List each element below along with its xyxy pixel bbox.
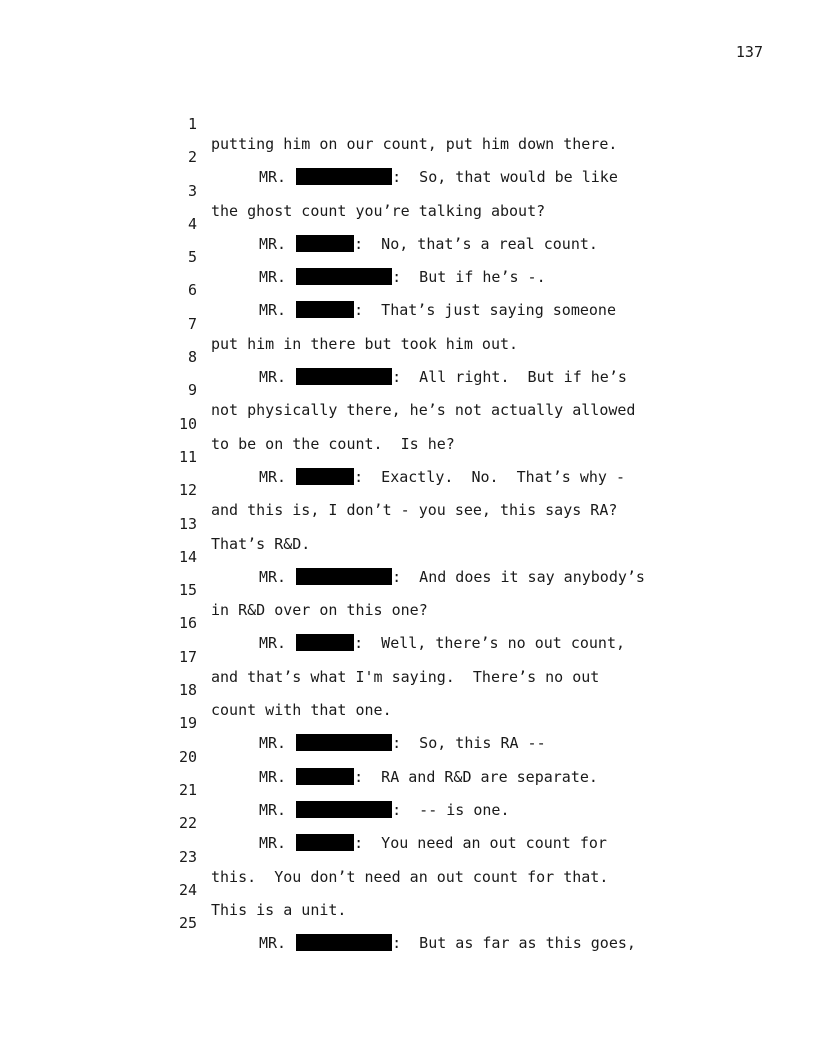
line-number: 21 xyxy=(178,780,197,799)
transcript-line xyxy=(0,360,816,420)
line-number: 3 xyxy=(187,181,197,200)
line-number: 20 xyxy=(178,747,197,766)
speaker-title: MR. xyxy=(259,301,287,320)
line-text: : -- is one. xyxy=(392,800,510,819)
speaker-title: MR. xyxy=(259,567,287,586)
speaker-title: MR. xyxy=(259,634,287,653)
speaker-title: MR. xyxy=(259,934,287,953)
transcript-line xyxy=(0,427,816,486)
transcript-line xyxy=(0,760,816,819)
line-text: : All right. But if he’s xyxy=(392,368,627,387)
line-text: and that’s what I'm saying. There’s no out xyxy=(211,667,600,686)
line-text: in R&D over on this one? xyxy=(211,601,428,620)
line-text: count with that one. xyxy=(211,701,392,720)
speaker-title: MR. xyxy=(259,168,287,187)
transcript-line xyxy=(0,327,816,387)
line-text: this. You don’t need an out count for that. xyxy=(211,867,609,886)
transcript-line xyxy=(0,727,816,786)
speaker-title: MR. xyxy=(259,268,287,287)
transcript-line xyxy=(0,161,816,220)
line-number: 8 xyxy=(187,348,197,367)
transcript-line xyxy=(0,793,816,853)
speaker-title: MR. xyxy=(259,467,287,486)
line-text: : That’s just saying someone xyxy=(354,301,616,320)
line-number: 9 xyxy=(187,381,197,400)
line-text: putting him on our count, put him down there. xyxy=(211,135,618,153)
line-number: 23 xyxy=(178,847,197,866)
line-text: : RA and R&D are separate. xyxy=(354,767,598,786)
line-number: 2 xyxy=(187,148,197,167)
transcript-line xyxy=(0,560,816,620)
line-text: : So, this RA -- xyxy=(392,734,546,753)
transcript-line xyxy=(0,693,816,753)
line-number: 12 xyxy=(178,481,197,500)
transcript-line xyxy=(0,593,816,653)
speaker-title: MR. xyxy=(259,767,287,786)
speaker-title: MR. xyxy=(259,234,287,253)
transcript-line xyxy=(0,660,816,720)
page-number: 137 xyxy=(735,43,763,61)
line-text: the ghost count you’re talking about? xyxy=(211,201,546,220)
line-text: not physically there, he’s not actually allowed xyxy=(211,401,636,420)
speaker-line xyxy=(259,933,636,953)
line-number: 22 xyxy=(178,814,197,833)
transcript-line xyxy=(0,294,816,353)
line-text: : But as far as this goes, xyxy=(392,934,636,953)
transcript-line xyxy=(0,227,816,287)
line-number: 4 xyxy=(187,214,197,233)
line-number: 15 xyxy=(178,581,197,600)
speaker-title: MR. xyxy=(259,368,287,387)
line-number: 11 xyxy=(178,447,197,466)
line-text: : And does it say anybody’s xyxy=(392,567,645,586)
line-number: 6 xyxy=(187,281,197,300)
transcript-line xyxy=(0,627,816,686)
transcript-line xyxy=(0,460,816,520)
line-text: put him in there but took him out. xyxy=(211,334,519,353)
line-text: and this is, I don’t - you see, this says RA? xyxy=(211,501,618,520)
line-number: 17 xyxy=(178,647,197,666)
transcript-line xyxy=(0,893,816,953)
transcript-line xyxy=(0,127,816,187)
line-text: : You need an out count for xyxy=(354,834,607,853)
transcript-body xyxy=(0,94,816,953)
line-text: That’s R&D. xyxy=(211,534,311,553)
transcript-line xyxy=(0,94,816,153)
line-number: 24 xyxy=(178,880,197,899)
redaction-bar xyxy=(296,934,392,951)
line-text: : So, that would be like xyxy=(392,168,618,187)
speaker-title: MR. xyxy=(259,734,287,753)
line-text: This is a unit. xyxy=(211,900,347,919)
transcript-line xyxy=(0,527,816,586)
transcript-line xyxy=(0,494,816,553)
line-text: : Well, there’s no out count, xyxy=(354,634,626,653)
speaker-title: MR. xyxy=(259,834,287,853)
transcript-line xyxy=(0,260,816,320)
line-number: 14 xyxy=(178,547,197,566)
speaker-title: MR. xyxy=(259,800,287,819)
line-number: 18 xyxy=(178,681,197,700)
transcript-line xyxy=(0,860,816,919)
transcript-line xyxy=(0,827,816,886)
line-number: 16 xyxy=(178,614,197,633)
line-text: to be on the count. Is he? xyxy=(211,434,455,453)
transcript-line xyxy=(0,194,816,253)
transcript-line xyxy=(0,394,816,453)
line-number: 25 xyxy=(178,914,197,933)
line-number: 5 xyxy=(187,248,197,267)
line-text: : Exactly. No. That’s why - xyxy=(354,467,626,486)
line-number: 10 xyxy=(178,414,197,433)
line-number: 13 xyxy=(178,514,197,533)
line-text: : No, that’s a real count. xyxy=(354,234,598,253)
line-text: : But if he’s -. xyxy=(392,268,546,287)
line-number: 7 xyxy=(187,314,197,333)
line-number: 1 xyxy=(187,115,197,133)
line-number: 19 xyxy=(178,714,197,733)
